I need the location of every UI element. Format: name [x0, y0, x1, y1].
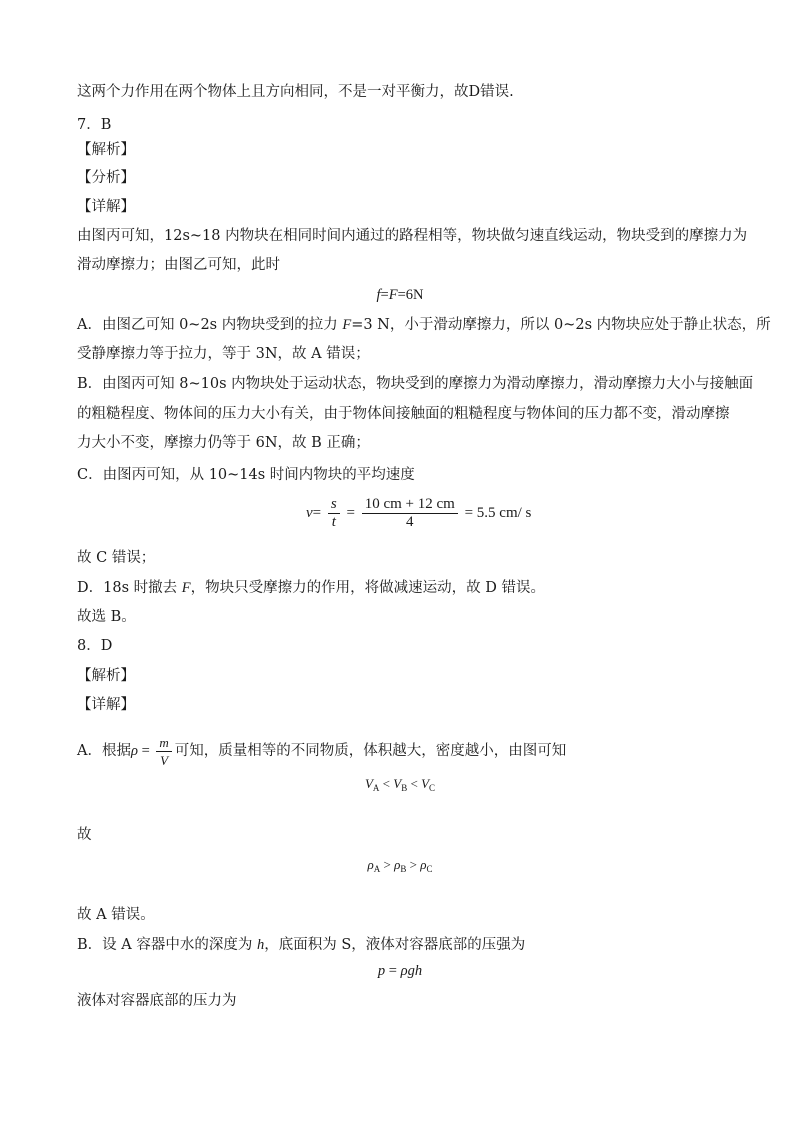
text-line: 液体对容器底部的压力为 — [77, 993, 237, 1009]
option-a-line: A．由图乙可知 0~2s 内物块受到的拉力 F=3 N，小于滑动摩擦力，所以 0~2s 内物块应处于静止状态，所 — [77, 317, 771, 333]
equation-friction: f=F=6N — [376, 287, 424, 303]
section-heading-xiangjie: 【详解】 — [77, 199, 135, 215]
conclusion-line: 故选 B。 — [77, 609, 136, 625]
question-8-answer: 8．D — [77, 638, 113, 654]
equation-pressure: p = ρgh — [377, 963, 423, 979]
option-a-line: A．根据ρ = $\frac{m}{V}$ 可知，质量相等的不同物质，体积越大，密度越小，由图可知 — [77, 735, 567, 768]
option-b-line: B．由图丙可知 8~10s 内物块处于运动状态，物块受到的摩擦力为滑动摩擦力，滑动摩擦力大小与接触面 — [77, 376, 754, 392]
section-heading-jiexi: 【解析】 — [77, 668, 135, 684]
section-heading-jiexi: 【解析】 — [77, 142, 135, 158]
text-line: 力大小不变，摩擦力仍等于 6N，故 B 正确； — [77, 435, 370, 451]
text-line: 这两个力作用在两个物体上且方向相同，不是一对平衡力，故D错误. — [77, 84, 514, 100]
text-line: 故 C 错误； — [77, 550, 156, 566]
question-7-answer: 7．B — [77, 117, 112, 133]
text-line: 受静摩擦力等于拉力，等于 3N，故 A 错误； — [77, 346, 370, 362]
text-line: 的粗糙程度、物体间的压力大小有关，由于物体间接触面的粗糙程度与物体间的压力都不变，滑动摩擦 — [77, 406, 730, 422]
text-line: 故 A 错误。 — [77, 907, 155, 923]
equation-velocity: v= $\frac{s}{t}$ = $\frac{10 cm + 12 cm}{4}$ = 5.5 cm/ s — [306, 496, 532, 530]
option-c-line: C．由图丙可知，从 10~14s 时间内物块的平均速度 — [77, 467, 415, 483]
section-heading-fenxi: 【分析】 — [77, 170, 135, 186]
section-heading-xiangjie: 【详解】 — [77, 697, 135, 713]
equation-densities: $\rho_A > \rho_B > \rho_C$ — [367, 857, 433, 874]
option-b-line: B．设 A 容器中水的深度为 h，底面积为 S，液体对容器底部的压强为 — [77, 937, 526, 953]
text-line: 由图丙可知，12s~18 内物块在相同时间内通过的路程相等，物块做匀速直线运动，物块受到的摩擦力为 — [77, 228, 748, 244]
equation-volumes: $V_A < V_B < V_C$ — [364, 776, 436, 793]
text-line: 滑动摩擦力；由图乙可知，此时 — [77, 257, 280, 273]
text-line: 故 — [77, 827, 92, 843]
equation-density: ρ = $\frac{m}{V}$ — [131, 743, 175, 759]
option-d-line: D．18s 时撤去 F，物块只受摩擦力的作用，将做减速运动，故 D 错误。 — [77, 580, 545, 596]
